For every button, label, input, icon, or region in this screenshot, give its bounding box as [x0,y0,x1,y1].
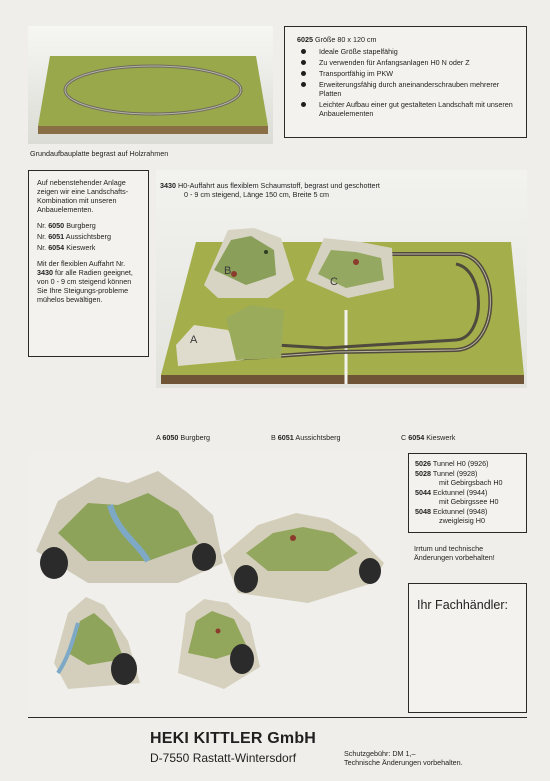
tunnel-list-box [408,453,527,533]
layout-photo [156,170,527,388]
disclaimer-text: Irrtum und technische Änderungen vorbehalten! [414,544,495,562]
feature-item: Erweiterungsfähig durch aneinanderschrauben mehrerer Platten [297,80,518,98]
product-line: Nr. 6054 Kieswerk [37,243,96,252]
ramp-product-number: 3430 [160,181,176,190]
product-line: Nr. 6050 Burgberg [37,221,96,230]
fee-note: Schutzgebühr: DM 1,– Technische Änderungen vorbehalten. [344,749,463,767]
footer-divider [28,717,527,718]
dealer-label: Ihr Fachhändler: [417,598,509,612]
marker-a: A [190,334,198,346]
combination-intro: Auf nebenstehender Anlage zeigen wir eine Landschafts-Kombination mit unseren Anbauelementen. [37,178,129,214]
dealer-stamp-box [408,583,527,713]
tunnel-item: 5026 Tunnel H0 (9926) [415,459,489,468]
ramp-description: Mit der flexiblen Auffahrt Nr. 3430 für alle Radien geeignet, von 0 - 9 cm steigend können Sie Ihre Steigungs-probleme mühelos bewältigen. [37,259,133,304]
company-address: D-7550 Rastatt-Wintersdorf [150,751,297,765]
spec-number: 6025 [297,35,313,44]
tunnel-item: 5028 Tunnel (9928) mit Gebirgsbach H0 [415,469,503,487]
feature-item: Ideale Größe stapelfähig [297,47,518,56]
marker-c: C [330,276,338,288]
marker-b: B [224,265,232,277]
feature-item: Zu verwenden für Anfangsanlagen H0 N oder Z [297,58,518,67]
baseboard-spec-box [284,26,527,138]
feature-item: Leichter Aufbau einer gut gestalteten Landschaft mit unseren Anbauelementen [297,100,518,118]
spec-size: Größe 80 x 120 cm [315,35,377,44]
feature-item: Transportfähig im PKW [297,69,518,78]
product-line: Nr. 6051 Aussichtsberg [37,232,111,241]
baseboard-caption: Grundaufbauplatte begrast auf Holzrahmen [30,149,169,158]
legend-b: B 6051 Aussichtsberg [271,433,341,442]
tunnel-item: 5048 Ecktunnel (9948) zweigleisig H0 [415,507,488,525]
tunnels-photo [28,453,400,711]
combination-info-box [28,170,149,357]
baseboard-photo [28,26,273,144]
legend-c: C 6054 Kieswerk [401,433,456,442]
legend-a: A 6050 Burgberg [156,433,210,442]
tunnel-item: 5044 Ecktunnel (9944) mit Gebirgssee H0 [415,488,499,506]
company-name: HEKI KITTLER GmbH [150,730,317,747]
spec-heading [297,35,518,44]
feature-list [297,47,518,118]
layout-photo-caption: 3430 H0-Auffahrt aus flexiblem Schaumstoff, begrast und geschottert 0 - 9 cm steigend, Länge 150 cm, Breite 5 cm [160,181,380,199]
